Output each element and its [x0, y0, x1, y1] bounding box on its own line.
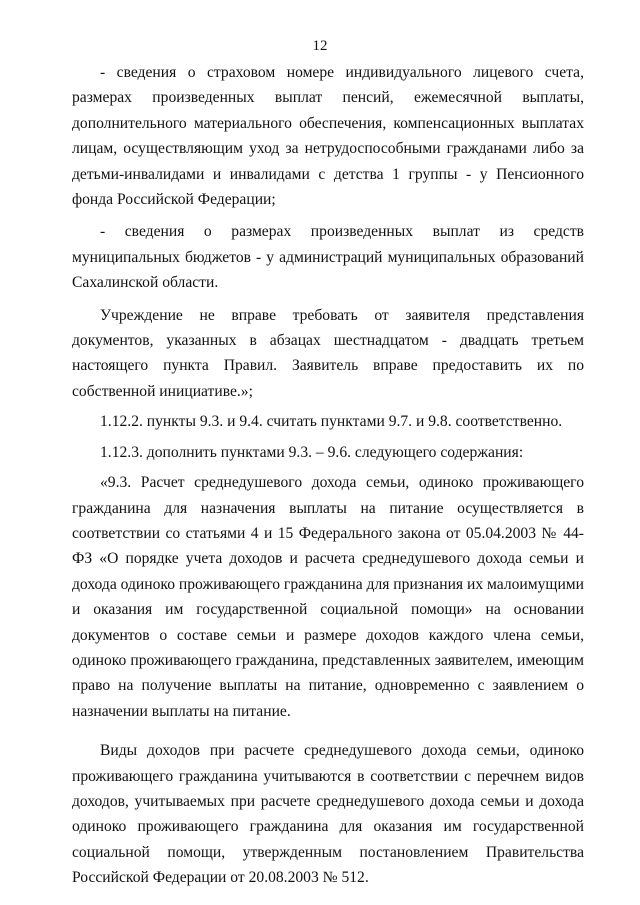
page-number: 12	[312, 38, 328, 54]
paragraph-pension-fund-info: - сведения о страховом номере индивидуального лицевого счета, размерах произведенных выплат пенсий, ежемесячной выплаты, дополнительного материального обеспечения, компенсационных выплатах лицам, осуществляющим уход за нетрудоспособными гражданами либо за детьми-инвалидами и инвалидами с детства 1 группы - у Пенсионного фонда Российской Федерации;	[72, 64, 584, 209]
document-body	[72, 60, 584, 891]
paragraph-municipal-payments: - сведения о размерах произведенных выплат из средств муниципальных бюджетов - у администраций муниципальных образований Сахалинской области.	[72, 223, 584, 292]
paragraph-income-types: Виды доходов при расчете среднедушевого дохода семьи, одиноко проживающего гражданина учитываются в соответствии с перечнем видов доходов, учитываемых при расчете среднедушевого дохода семьи и дохода одиноко проживающего гражданина для оказания им государственной социальной помощи, утвержденным постановлением Правительства Российской Федерации от 20.08.2003 № 512.	[72, 742, 584, 887]
paragraph-item-1-12-2: 1.12.2. пункты 9.3. и 9.4. считать пунктами 9.7. и 9.8. соответственно.	[100, 413, 563, 431]
paragraph-item-1-12-3: 1.12.3. дополнить пунктами 9.3. – 9.6. следующего содержания:	[100, 443, 524, 461]
paragraph-institution-rights: Учреждение не вправе требовать от заявителя представления документов, указанных в абзацах шестнадцатом - двадцать третьем настоящего пункта Правил. Заявитель вправе предоставить их по собственной инициативе.»;	[72, 306, 584, 400]
paragraph-clause-9-3: «9.3. Расчет среднедушевого дохода семьи, одиноко проживающего гражданина для назначения выплаты на питание осуществляется в соответствии со статьями 4 и 15 Федерального закона от 05.04.2003 № 44-ФЗ «О порядке учета доходов и расчета среднедушевого дохода семьи и дохода одиноко проживающего гражданина для признания их малоимущими и оказания им государственной социальной помощи» на основании документов о составе семьи и размере доходов каждого члена семьи, одиноко проживающего гражданина, представленных заявителем, имеющим право на получение выплаты на питание, одновременно с заявлением о назначении выплаты на питание.	[72, 474, 584, 720]
